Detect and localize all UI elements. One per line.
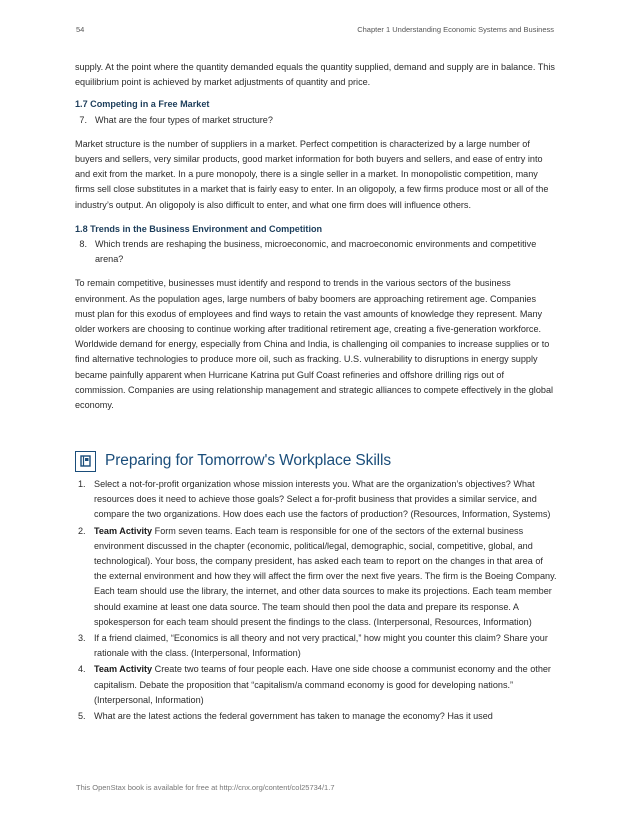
- item-text: [94, 477, 557, 523]
- footer-note: This OpenStax book is available for free at http://cnx.org/content/col25734/1.7: [76, 783, 335, 792]
- item-number: 5.: [78, 711, 86, 722]
- running-head: Chapter 1 Understanding Economic Systems and Business: [357, 25, 554, 34]
- item-text: [94, 631, 557, 661]
- item-text: [94, 524, 557, 630]
- item-number: 2.: [78, 525, 86, 536]
- question-text: Which trends are reshaping the business, microeconomic, and macroeconomic environments and competitive arena?: [95, 239, 537, 265]
- item-number: 1.: [78, 479, 86, 489]
- section-heading-1-8: 1.8 Trends in the Business Environment and Competition: [75, 223, 323, 234]
- workplace-skills-feature: [75, 448, 557, 474]
- item-body: What are the latest actions the federal government has taken to manage the economy? Has it used: [94, 711, 493, 722]
- question-text: What are the four types of market structure?: [95, 114, 273, 125]
- review-question-7: [75, 113, 557, 128]
- item-number: 3.: [78, 633, 86, 644]
- section-heading-1-7: 1.7 Competing in a Free Market: [75, 99, 210, 110]
- review-question-8: [75, 237, 557, 267]
- book-icon: [75, 451, 96, 472]
- list-item: [75, 709, 557, 724]
- list-item: [75, 631, 557, 661]
- item-lead: Team Activity: [94, 664, 153, 675]
- answer-paragraph-1-8: To remain competitive, businesses must identify and respond to trends in the various sectors of the business environment. As the population ages, large numbers of baby boomers are approaching retirement age. Companies must plan for this exodus of employees and find ways to retain the vast amounts of knowledge they represent. Many older workers are choosing to continue working after traditional retirement age, creating a five-generation workforce. Worldwide demand for energy, especially from China and India, is challenging oil companies to increase supplies or to find alternative technologies to produce more oil, such as fracking. U.S. vulnerability to disruptions in energy supply became painfully apparent when Hurricane Katrina put Gulf Coast refineries and offshore drilling rigs out of commission. Companies are using relationship management and strategic alliances to compete effectively in the global economy.: [75, 278, 554, 411]
- list-item: [75, 524, 557, 630]
- feature-title: Preparing for Tomorrow's Workplace Skills: [105, 452, 391, 469]
- question-number: 7.: [79, 114, 87, 125]
- item-number: 4.: [78, 664, 86, 675]
- list-item: [75, 662, 557, 708]
- intro-paragraph: supply. At the point where the quantity demanded equals the quantity supplied, demand and supply are in balance. This equilibrium point is achieved by market adjustments of quantity and price.: [75, 62, 555, 88]
- item-body: Create two teams of four people each. Have one side choose a communist economy and the other capitalism. Debate the proposition that “capitalism/a command economy is good for developing nations.” (Interpersonal, Information): [94, 664, 551, 705]
- item-text: [94, 662, 557, 708]
- list-item: [75, 477, 557, 523]
- item-text: [94, 709, 557, 724]
- answer-paragraph-1-7: Market structure is the number of suppliers in a market. Perfect competition is characterized by a large number of buyers and sellers, very similar products, good market information for both buyers and sellers, and ease of entry into and exit from the market. In a pure monopoly, there is a single seller in a market. In monopolistic competition, many firms sell close substitutes in a market that is fairly easy to enter. In an oligopoly, a few firms produce most or all of the industry’s output. An oligopoly is also difficult to enter, and what one firm does will influence others.: [75, 138, 549, 210]
- item-body: If a friend claimed, “Economics is all theory and not very practical,” how might you counter this claim? Share your rationale with the class. (Interpersonal, Information): [94, 633, 548, 659]
- question-number: 8.: [79, 239, 87, 250]
- skills-list: [75, 477, 557, 725]
- item-body: Form seven teams. Each team is responsible for one of the sectors of the external business environment discussed in the chapter (economic, political/legal, demographic, social, competitive, global, and technological). Your boss, the company president, has asked each team to report on the changes in that area of the external environment and how they will affect the firm over the next five years. The firm is the Boeing Company. Each team should use the library, the internet, and other data sources to make its projections. Each team member should examine at least one data source. The team should then pool the data and prepare its response. A spokesperson for each team should present the findings to the class. (Interpersonal, Resources, Information): [94, 525, 557, 627]
- item-body: Select a not-for-profit organization whose mission interests you. What are the organization’s objectives? What resources does it need to achieve those goals? Select a for-profit business that provides a similar service, and compare the two organizations. How does each use the factors of production? (Resources, Information, Systems): [94, 479, 551, 520]
- main-content: [75, 60, 557, 413]
- item-lead: Team Activity: [94, 525, 153, 536]
- page-number: 54: [76, 25, 85, 34]
